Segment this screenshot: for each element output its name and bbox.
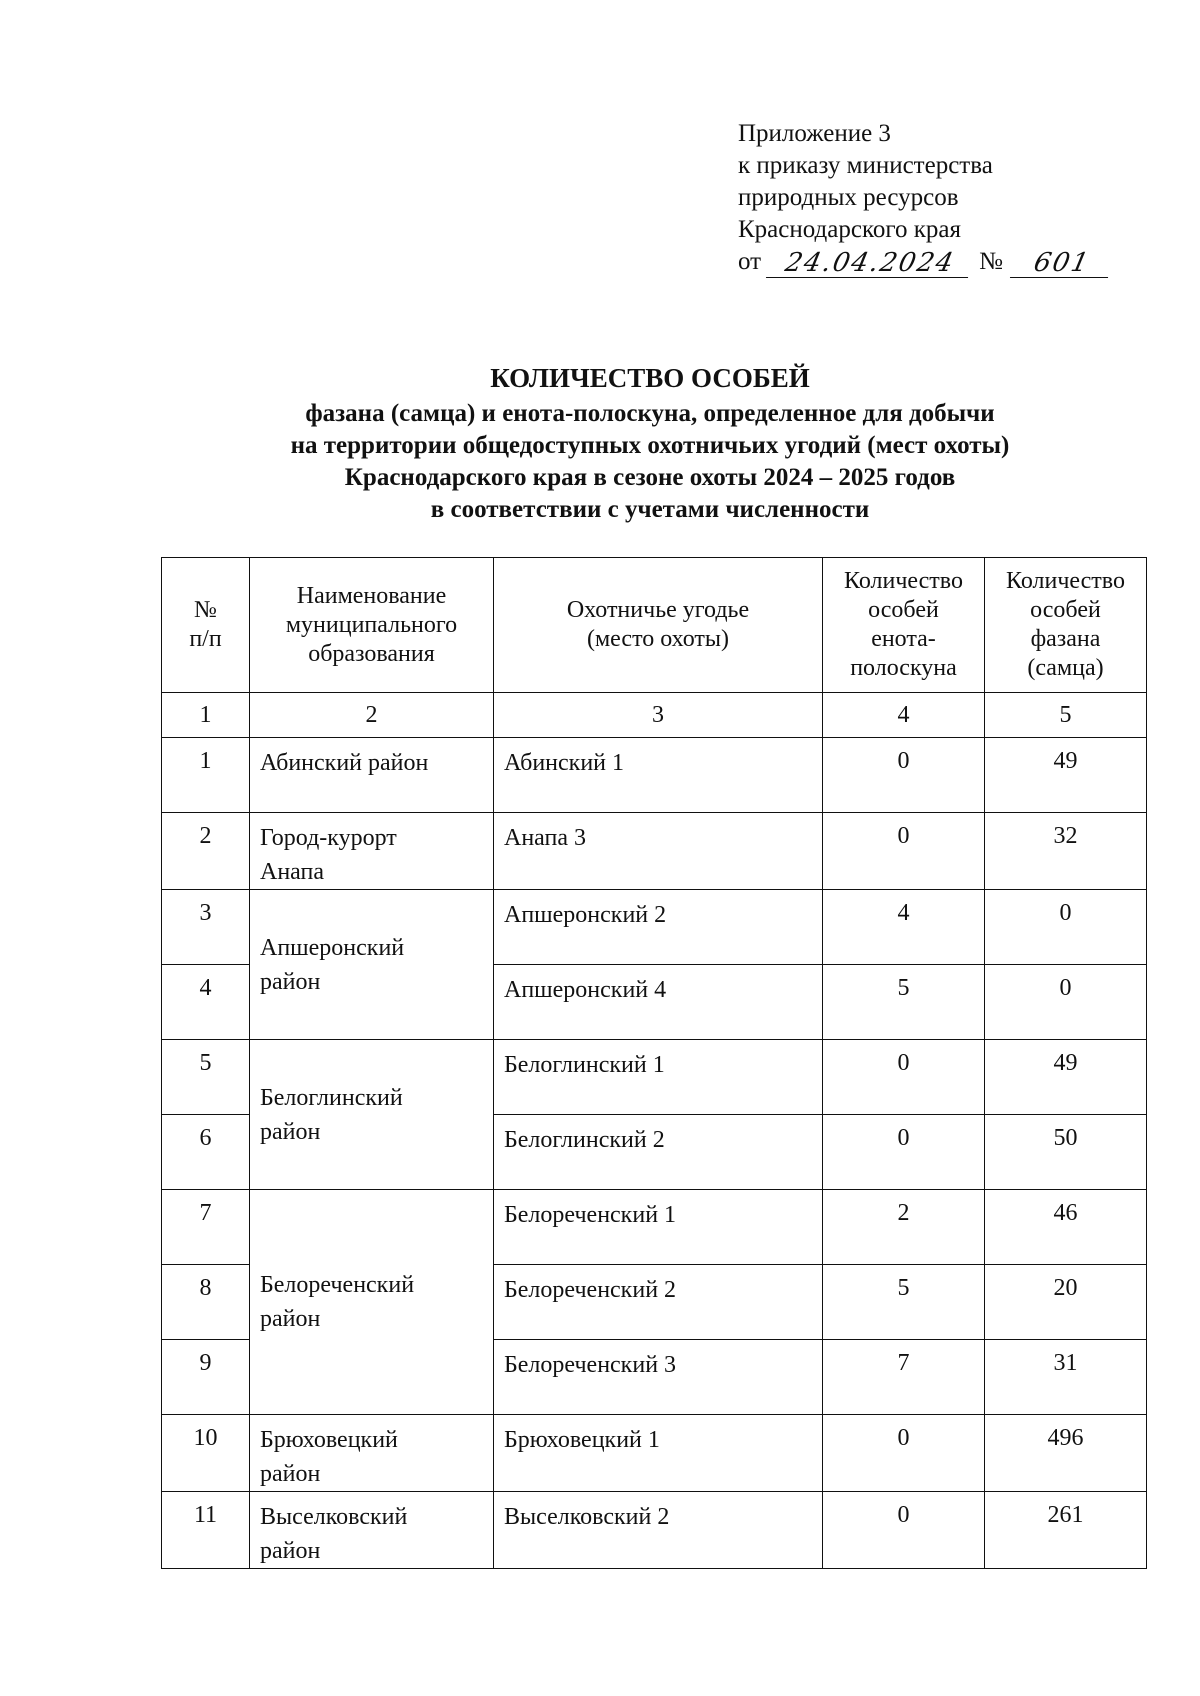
municipality-cell — [250, 1190, 494, 1415]
title-line-4: Краснодарского края в сезоне охоты 2024 – 2025 годов — [344, 464, 956, 491]
municipality-cell — [250, 1492, 494, 1569]
table-header-row — [162, 558, 1147, 693]
municipality-name-line: Город-курорт — [260, 825, 397, 851]
row-number-cell: 2 — [162, 813, 250, 890]
row-number-cell: 11 — [162, 1492, 250, 1569]
document-title — [0, 360, 1200, 526]
column-number: 1 — [162, 693, 250, 738]
header-pheasant-line: особей — [1030, 597, 1101, 623]
raccoon-count-cell: 0 — [823, 1492, 985, 1569]
municipality-name-line: Белореченский — [260, 1272, 415, 1298]
header-hunting-ground — [494, 558, 823, 693]
header-raccoon-line: Количество — [844, 568, 963, 594]
raccoon-count-cell: 0 — [823, 1115, 985, 1190]
header-pheasant-line: (самца) — [1027, 655, 1104, 681]
raccoon-count-cell: 4 — [823, 890, 985, 965]
title-line-3: на территории общедоступных охотничьих угодий (мест охоты) — [290, 432, 1010, 459]
header-pheasant-line: Количество — [1006, 568, 1125, 594]
pheasant-count-cell: 32 — [985, 813, 1147, 890]
municipality-name-line: Апшеронский — [260, 934, 405, 961]
pheasant-count-cell: 0 — [985, 965, 1147, 1040]
raccoon-count-cell: 5 — [823, 1265, 985, 1340]
hunting-ground-cell: Белоглинский 1 — [494, 1040, 823, 1115]
hunting-ground-cell: Белореченский 1 — [494, 1190, 823, 1265]
hunting-ground-cell: Белореченский 3 — [494, 1340, 823, 1415]
column-number-row — [162, 693, 1147, 738]
raccoon-count-cell: 0 — [823, 1415, 985, 1492]
municipality-name-line: Белоглинский — [260, 1084, 403, 1111]
hunting-ground-cell: Выселковский 2 — [494, 1492, 823, 1569]
table-row — [162, 1190, 1147, 1265]
appendix-line-2: к приказу министерства — [738, 152, 993, 179]
column-number: 5 — [985, 693, 1147, 738]
row-number-cell: 5 — [162, 1040, 250, 1115]
pheasant-count-cell: 50 — [985, 1115, 1147, 1190]
appendix-line-1: Приложение 3 — [738, 120, 891, 147]
header-hunting-ground-line: (место охоты) — [586, 626, 730, 652]
header-number-line: п/п — [189, 626, 222, 652]
raccoon-count-cell: 0 — [823, 813, 985, 890]
municipality-name-line: район — [260, 968, 321, 995]
table-row — [162, 1492, 1147, 1569]
table-row — [162, 890, 1147, 965]
raccoon-count-cell: 7 — [823, 1340, 985, 1415]
municipality-name-line: Брюховецкий — [260, 1427, 398, 1453]
header-hunting-ground-line: Охотничье угодье — [566, 597, 750, 623]
municipality-cell — [250, 738, 494, 813]
municipality-cell — [250, 890, 494, 1040]
municipality-cell — [250, 1040, 494, 1190]
header-municipality-line: Наименование — [296, 582, 447, 609]
header-pheasant-line: фазана — [1030, 626, 1101, 652]
row-number-cell: 7 — [162, 1190, 250, 1265]
pheasant-count-cell: 20 — [985, 1265, 1147, 1340]
raccoon-count-cell: 2 — [823, 1190, 985, 1265]
appendix-line-4: Краснодарского края — [738, 216, 961, 243]
municipality-name-line: район — [260, 1538, 321, 1564]
row-number-cell: 9 — [162, 1340, 250, 1415]
pheasant-count-cell: 49 — [985, 1040, 1147, 1115]
header-pheasant-count — [985, 558, 1147, 693]
row-number-cell: 3 — [162, 890, 250, 965]
pheasant-count-cell: 261 — [985, 1492, 1147, 1569]
hunting-ground-cell: Белореченский 2 — [494, 1265, 823, 1340]
column-number: 3 — [494, 693, 823, 738]
column-number: 2 — [250, 693, 494, 738]
municipality-name-line: Выселковский — [260, 1504, 408, 1530]
municipality-name-line: Абинский район — [260, 750, 429, 776]
header-raccoon-count — [823, 558, 985, 693]
header-municipality-line: муниципального — [285, 611, 458, 638]
row-number-cell: 8 — [162, 1265, 250, 1340]
table-row — [162, 738, 1147, 813]
appendix-line-3: природных ресурсов — [738, 184, 959, 211]
raccoon-count-cell: 5 — [823, 965, 985, 1040]
pheasant-count-cell: 49 — [985, 738, 1147, 813]
header-raccoon-line: енота- — [871, 626, 936, 652]
row-number-cell: 1 — [162, 738, 250, 813]
row-number-cell: 4 — [162, 965, 250, 1040]
title-line-2: фазана (самца) и енота-полоскуна, определенное для добычи — [305, 400, 995, 427]
header-number-line: № — [194, 597, 217, 623]
table-row — [162, 1040, 1147, 1115]
order-date-number-line — [738, 246, 1111, 278]
municipality-cell — [250, 1415, 494, 1492]
number-sign: № — [979, 248, 1003, 275]
raccoon-count-cell: 0 — [823, 738, 985, 813]
hunting-ground-cell: Апшеронский 2 — [494, 890, 823, 965]
table-row — [162, 813, 1147, 890]
municipality-name-line: Анапа — [260, 859, 325, 885]
pheasant-count-cell: 46 — [985, 1190, 1147, 1265]
row-number-cell: 6 — [162, 1115, 250, 1190]
raccoon-count-cell: 0 — [823, 1040, 985, 1115]
row-number-cell: 10 — [162, 1415, 250, 1492]
hunting-ground-cell: Апшеронский 4 — [494, 965, 823, 1040]
appendix-block — [738, 118, 1111, 278]
header-municipality-line: образования — [308, 640, 435, 667]
title-main: КОЛИЧЕСТВО ОСОБЕЙ — [490, 363, 810, 393]
header-raccoon-line: особей — [868, 597, 939, 623]
column-number: 4 — [823, 693, 985, 738]
table-row — [162, 1415, 1147, 1492]
header-raccoon-line: полоскуна — [850, 655, 957, 681]
title-line-5: в соответствии с учетами численности — [430, 496, 870, 523]
hunting-ground-cell: Абинский 1 — [494, 738, 823, 813]
municipality-name-line: район — [260, 1461, 321, 1487]
handwritten-date: 24.04.2024 — [766, 249, 974, 278]
municipality-cell — [250, 813, 494, 890]
pheasant-count-cell: 31 — [985, 1340, 1147, 1415]
header-municipality — [250, 558, 494, 693]
pheasant-count-cell: 496 — [985, 1415, 1147, 1492]
hunting-ground-cell: Белоглинский 2 — [494, 1115, 823, 1190]
municipality-name-line: район — [260, 1306, 321, 1332]
hunting-ground-cell: Анапа 3 — [494, 813, 823, 890]
quota-table — [161, 557, 1147, 1569]
pheasant-count-cell: 0 — [985, 890, 1147, 965]
handwritten-number: 601 — [1010, 249, 1114, 278]
header-number — [162, 558, 250, 693]
date-prefix: от — [738, 248, 762, 275]
municipality-name-line: район — [260, 1118, 321, 1145]
hunting-ground-cell: Брюховецкий 1 — [494, 1415, 823, 1492]
